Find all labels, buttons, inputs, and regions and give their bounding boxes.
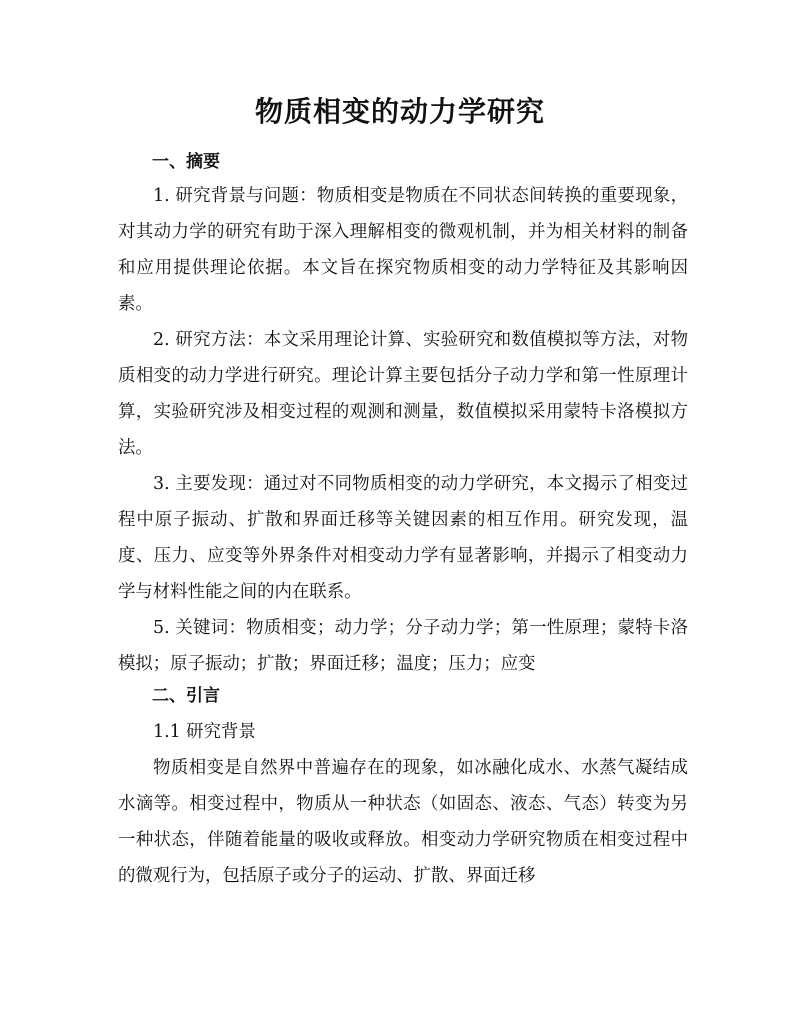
abstract-paragraph-methods: 2. 研究方法：本文采用理论计算、实验研究和数值模拟等方法，对物质相变的动力学进行研究。理论计算主要包括分子动力学和第一性原理计算，实验研究涉及相变过程的观测和测量，数值模拟采用蒙特卡洛模拟方法。 bbox=[118, 330, 688, 458]
document-title: 物质相变的动力学研究 bbox=[254, 95, 545, 128]
section-heading-introduction: 二、引言 bbox=[152, 686, 220, 706]
section-heading-abstract: 一、摘要 bbox=[152, 152, 220, 172]
abstract-paragraph-findings: 3. 主要发现：通过对不同物质相变的动力学研究，本文揭示了相变过程中原子振动、扩散和界面迁移等关键因素的相互作用。研究发现，温度、压力、应变等外界条件对相变动力学有显著影响，并揭示了相变动力学与材料性能之间的内在联系。 bbox=[118, 474, 688, 602]
subsection-heading-background: 1.1 研究背景 bbox=[153, 722, 256, 742]
introduction-paragraph: 物质相变是自然界中普遍存在的现象，如冰融化成水、水蒸气凝结成水滴等。相变过程中，物质从一种状态（如固态、液态、气态）转变为另一种状态，伴随着能量的吸收或释放。相变动力学研究物质在相变过程中的微观行为，包括原子或分子的运动、扩散、界面迁移 bbox=[118, 758, 688, 886]
abstract-paragraph-background: 1. 研究背景与问题：物质相变是物质在不同状态间转换的重要现象，对其动力学的研究有助于深入理解相变的微观机制，并为相关材料的制备和应用提供理论依据。本文旨在探究物质相变的动力学特征及其影响因素。 bbox=[118, 186, 688, 314]
abstract-paragraph-keywords: 5. 关键词：物质相变；动力学；分子动力学；第一性原理；蒙特卡洛模拟；原子振动；扩散；界面迁移；温度；压力；应变 bbox=[118, 618, 688, 674]
